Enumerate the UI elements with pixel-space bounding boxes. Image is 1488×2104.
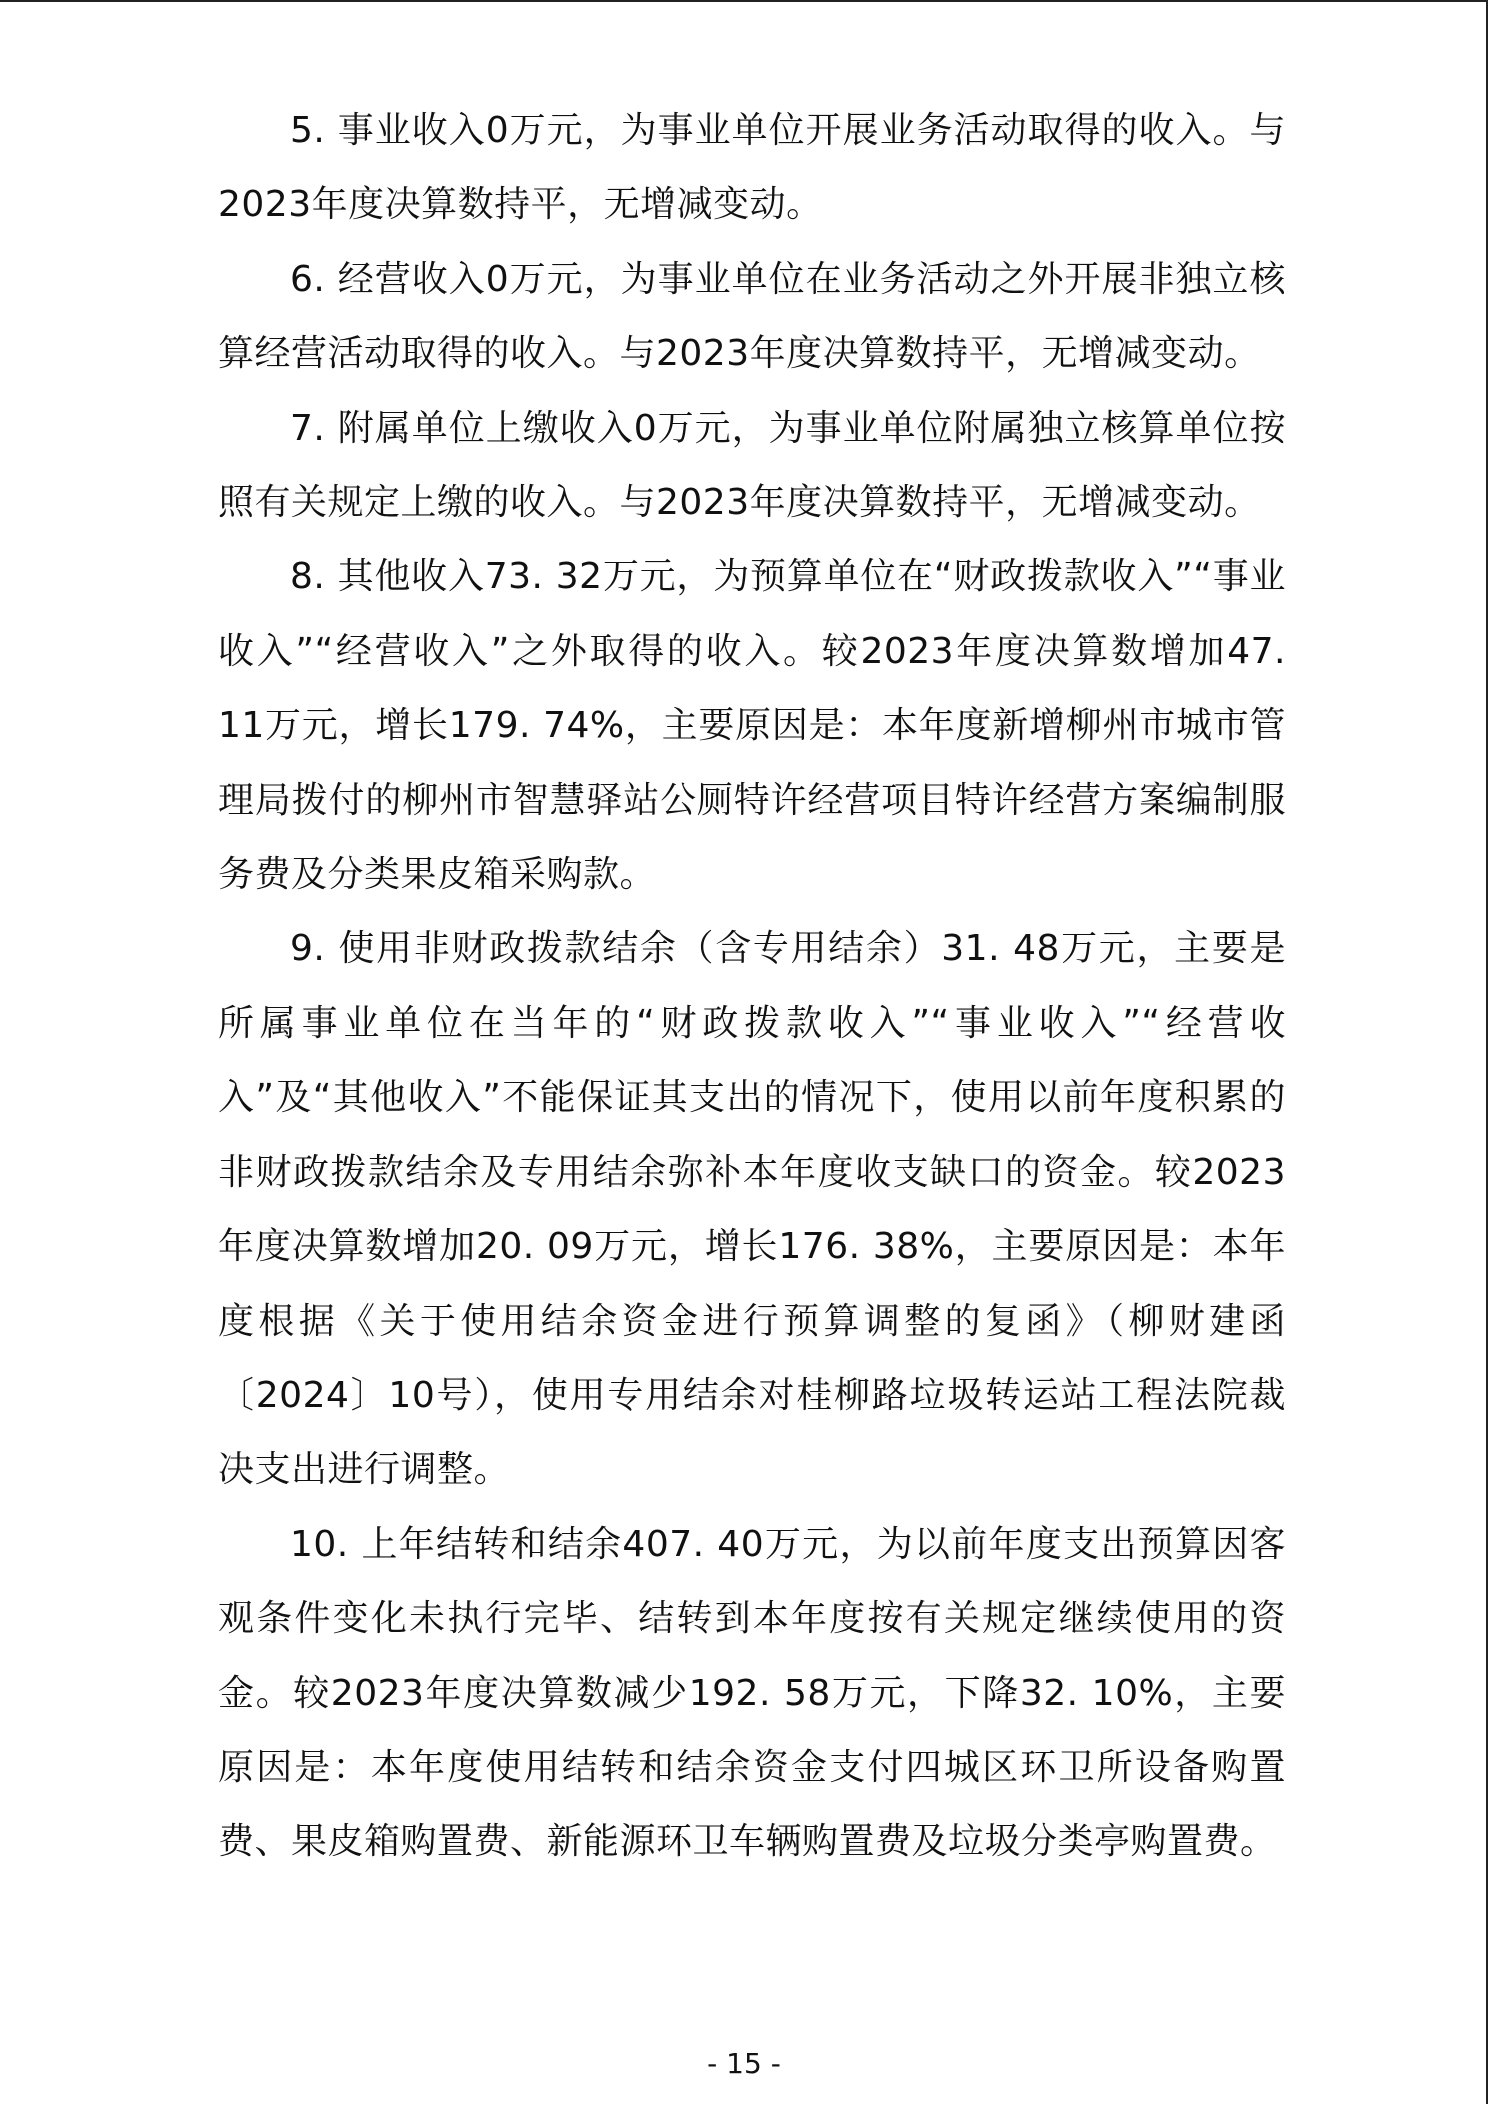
paragraph-non-fiscal-balance: 9. 使用非财政拨款结余（含专用结余）31. 48万元，主要是所属事业单位在当年的“财政拨款收入”“事业收入”“经营收入”及“其他收入”不能保证其支出的情况下，使用以前年度积累的非财政拨款结余及专用结余弥补本年度收支缺口的资金。较2023年度决算数增加20. 09万元，增长176. 38%，主要原因是：本年度根据《关于使用结余资金进行预算调整的复函》（柳财建函〔2024〕10号），使用专用结余对桂柳路垃圾转运站工程法院裁决支出进行调整。 [218,928,1286,1491]
paragraph-other-income: 8. 其他收入73. 32万元，为预算单位在“财政拨款收入”“事业收入”“经营收入”之外取得的收入。较2023年度决算数增加47. 11万元，增长179. 74%，主要原因是：本年度新增柳州市城市管理局拨付的柳州市智慧驿站公厕特许经营项目特许经营方案编制服务费及分类果皮箱采购款。 [218,556,1286,896]
page-number: - 15 - [707,2047,781,2080]
paragraph-business-income: 5. 事业收入0万元，为事业单位开展业务活动取得的收入。与2023年度决算数持平，无增减变动。 [218,110,1286,226]
paragraph-affiliated-unit-income: 7. 附属单位上缴收入0万元，为事业单位附属独立核算单位按照有关规定上缴的收入。与2023年度决算数持平，无增减变动。 [218,407,1286,524]
paragraph-operating-income: 6. 经营收入0万元，为事业单位在业务活动之外开展非独立核算经营活动取得的收入。与2023年度决算数持平，无增减变动。 [218,258,1286,375]
paragraph-prior-year-carryover: 10. 上年结转和结余407. 40万元，为以前年度支出预算因客观条件变化未执行完毕、结转到本年度按有关规定继续使用的资金。较2023年度决算数减少192. 58万元，下降32. 10%，主要原因是：本年度使用结转和结余资金支付四城区环卫所设备购置费、果皮箱购置费、新能源环卫车辆购置费及垃圾分类亭购置费。 [218,1523,1286,1863]
document-body [218,94,1286,1880]
